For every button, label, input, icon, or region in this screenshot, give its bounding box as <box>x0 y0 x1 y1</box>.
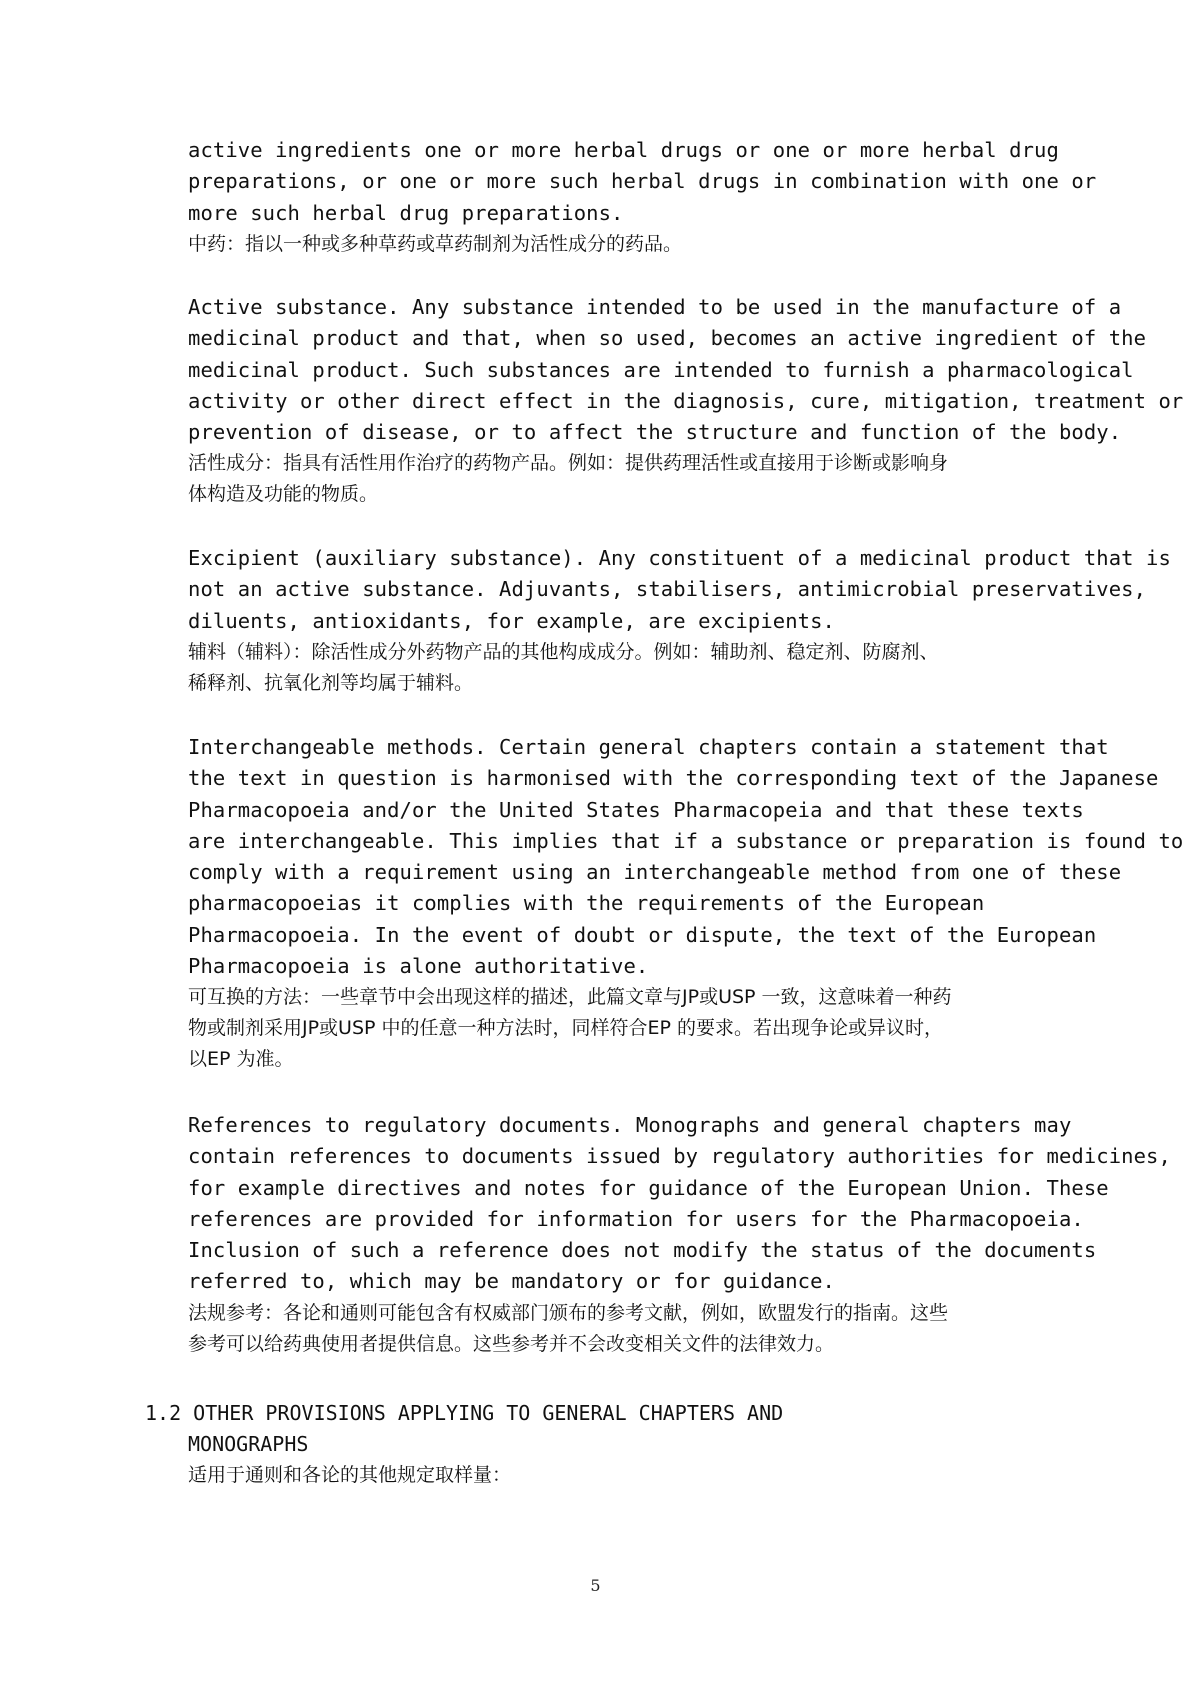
english-line: medicinal product. Such substances are intended to furnish a pharmacological <box>188 357 1134 382</box>
english-line: Pharmacopoeia is alone authoritative. <box>188 954 649 979</box>
chinese-line: 可互换的方法：一些章节中会出现这样的描述，此篇文章与JP或USP 一致，这意味着一种药 <box>188 986 952 1009</box>
english-line: pharmacopoeias it complies with the requirements of the European <box>188 891 985 916</box>
english-line: Active substance. Any substance intended to be used in the manufacture of a <box>188 295 1122 319</box>
english-line: prevention of disease, or to affect the structure and function of the body. <box>188 420 1122 445</box>
section-regulatory-references <box>188 1110 1171 1360</box>
english-line: activity or other direct effect in the diagnosis, cure, mitigation, treatment or <box>188 388 1184 413</box>
english-line: Interchangeable methods. Certain general chapters contain a statement that <box>188 735 1109 759</box>
chinese-line: 体构造及功能的物质。 <box>188 483 379 506</box>
heading-chinese: 适用于通则和各论的其他规定取样量： <box>188 1464 512 1486</box>
english-line: Pharmacopoeia. In the event of doubt or dispute, the text of the European <box>188 922 1097 947</box>
english-line: References to regulatory documents. Monographs and general chapters may <box>188 1113 1072 1137</box>
heading-line: 1.2 OTHER PROVISIONS APPLYING TO GENERAL CHAPTERS AND <box>145 1401 784 1425</box>
heading-line: MONOGRAPHS <box>188 1432 309 1456</box>
english-line: contain references to documents issued by regulatory authorities for medicines, <box>188 1144 1171 1169</box>
english-line: Inclusion of such a reference does not modify the status of the documents <box>188 1238 1097 1263</box>
english-line: referred to, which may be mandatory or for guidance. <box>188 1269 835 1294</box>
chinese-line: 法规参考：各论和通则可能包含有权威部门颁布的参考文献，例如，欧盟发行的指南。这些 <box>188 1301 949 1324</box>
chinese-line: 物或制剂采用JP或USP 中的任意一种方法时，同样符合EP 的要求。若出现争论或异议时， <box>188 1017 944 1040</box>
english-line: diluents, antioxidants, for example, are excipients. <box>188 608 835 633</box>
chinese-line: 稀释剂、抗氧化剂等均属于辅料。 <box>188 671 474 694</box>
english-line: Pharmacopoeia and/or the United States Pharmacopeia and that these texts <box>188 797 1084 822</box>
english-line: not an active substance. Adjuvants, stabilisers, antimicrobial preservatives, <box>188 577 1147 602</box>
english-line: for example directives and notes for guidance of the European Union. These <box>188 1175 1109 1200</box>
section-heading-1-2 <box>145 1398 1125 1491</box>
english-line: comply with a requirement using an interchangeable method from one of these <box>188 860 1122 885</box>
chinese-line: 中药：指以一种或多种草药或草药制剂为活性成分的药品。 <box>188 232 683 255</box>
english-line: are interchangeable. This implies that if a substance or preparation is found to <box>188 828 1184 853</box>
english-line: references are provided for information for users for the Pharmacopoeia. <box>188 1206 1084 1231</box>
section-interchangeable-methods <box>188 732 1184 1075</box>
chinese-line: 参考可以给药典使用者提供信息。这些参考并不会改变相关文件的法律效力。 <box>188 1332 835 1355</box>
chinese-line: 辅料（辅料）：除活性成分外药物产品的其他构成成分。例如：辅助剂、稳定剂、防腐剂、 <box>188 640 939 663</box>
english-line: medicinal product and that, when so used, becomes an active ingredient of the <box>188 326 1147 351</box>
english-line: Excipient (auxiliary substance). Any constituent of a medicinal product that is <box>188 546 1171 570</box>
section-active-substance <box>188 292 1184 510</box>
chinese-line: 活性成分：指具有活性用作治疗的药物产品。例如：提供药理活性或直接用于诊断或影响身 <box>188 452 949 475</box>
section-excipient <box>188 543 1171 699</box>
chinese-line: 以EP 为准。 <box>188 1048 294 1071</box>
section-herbal-medicinal-product <box>188 135 1168 260</box>
english-line: the text in question is harmonised with the corresponding text of the Japanese <box>188 766 1159 791</box>
english-line: more such herbal drug preparations. <box>188 200 624 225</box>
page-number: 5 <box>590 1576 601 1595</box>
english-line: preparations, or one or more such herbal drugs in combination with one or <box>188 169 1097 194</box>
english-line: active ingredients one or more herbal drugs or one or more herbal drug <box>188 138 1059 162</box>
